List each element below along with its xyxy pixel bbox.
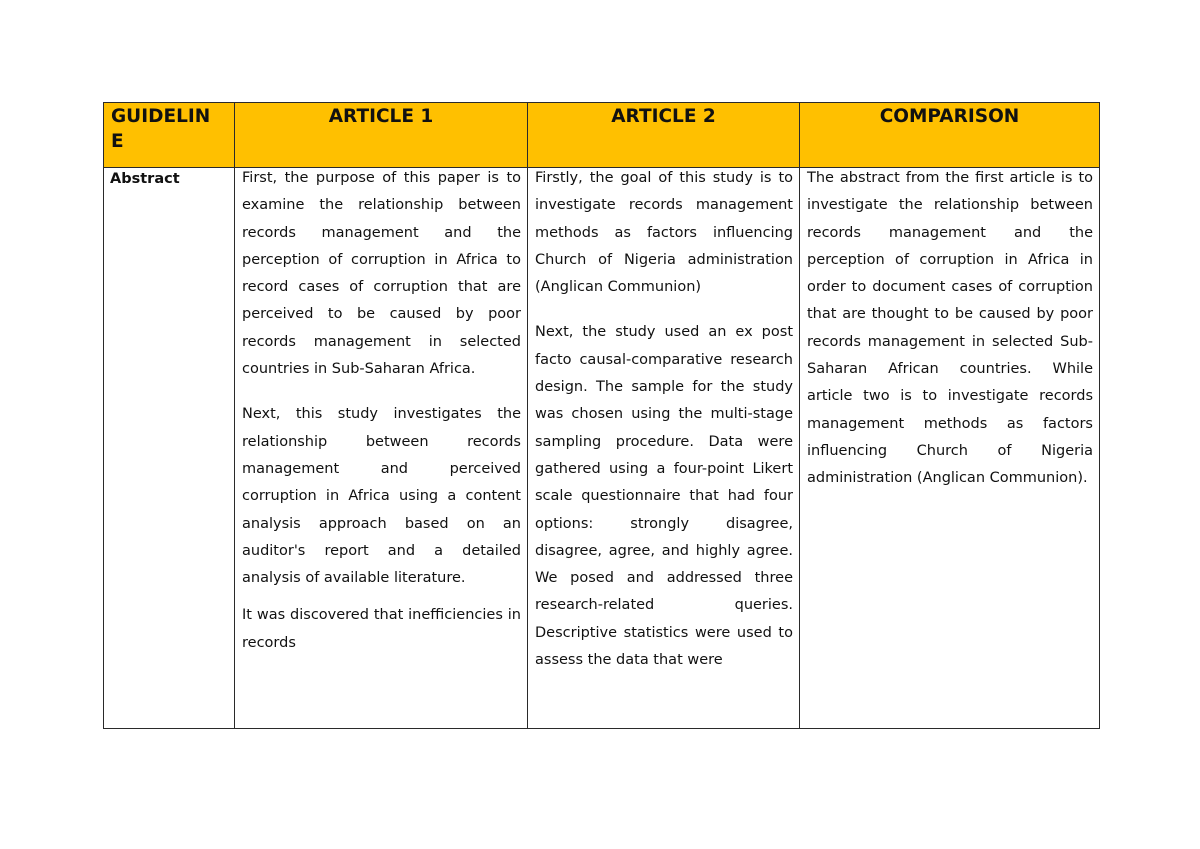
article-1-cell: [235, 168, 528, 729]
article-1-paragraph: First, the purpose of this paper is to examine the relationship between records management and the perception of corruption in Africa to record cases of corruption that are perceived to be caused by poor records management in selected countries in Sub-Saharan Africa.: [242, 170, 521, 378]
header-guideline: GUIDELIN E: [104, 103, 235, 168]
table-header-row: [104, 103, 1100, 168]
article-1-paragraph: Next, this study investigates the relationship between records management and perceived corruption in Africa using a content analysis approach based on an auditor's report and a detailed analysis of available literature.: [242, 406, 521, 587]
article-2-paragraph: Next, the study used an ex post facto causal-comparative research design. The sample for the study was chosen using the multi-stage sampling procedure. Data were gathered using a four-point Likert scale questionnaire that had four options: strongly disagree, disagree, agree, and highly agree. We posed and addressed three research-related queries. Descriptive statistics were used to assess the data that were: [535, 324, 793, 669]
table-row: [104, 168, 1100, 729]
header-article-2: ARTICLE 2: [528, 103, 800, 168]
article-1-paragraph: It was discovered that inefficiencies in records: [242, 607, 521, 651]
header-comparison: COMPARISON: [800, 103, 1100, 168]
comparison-table: [103, 102, 1100, 729]
comparison-paragraph: The abstract from the first article is to investigate the relationship between records management and the perception of corruption in Africa in order to document cases of corruption that are thought to be caused by poor records management in selected Sub-Saharan African countries. While article two is to investigate records management methods as factors influencing Church of Nigeria administration (Anglican Communion).: [807, 170, 1093, 487]
article-2-paragraph: Firstly, the goal of this study is to investigate records management methods as factors influencing Church of Nigeria administration (Anglican Communion): [535, 170, 793, 296]
row-label: Abstract: [110, 171, 180, 187]
header-article-1: ARTICLE 1: [235, 103, 528, 168]
comparison-cell: [800, 168, 1100, 729]
article-2-cell: [528, 168, 800, 729]
row-label-cell: [104, 168, 235, 729]
